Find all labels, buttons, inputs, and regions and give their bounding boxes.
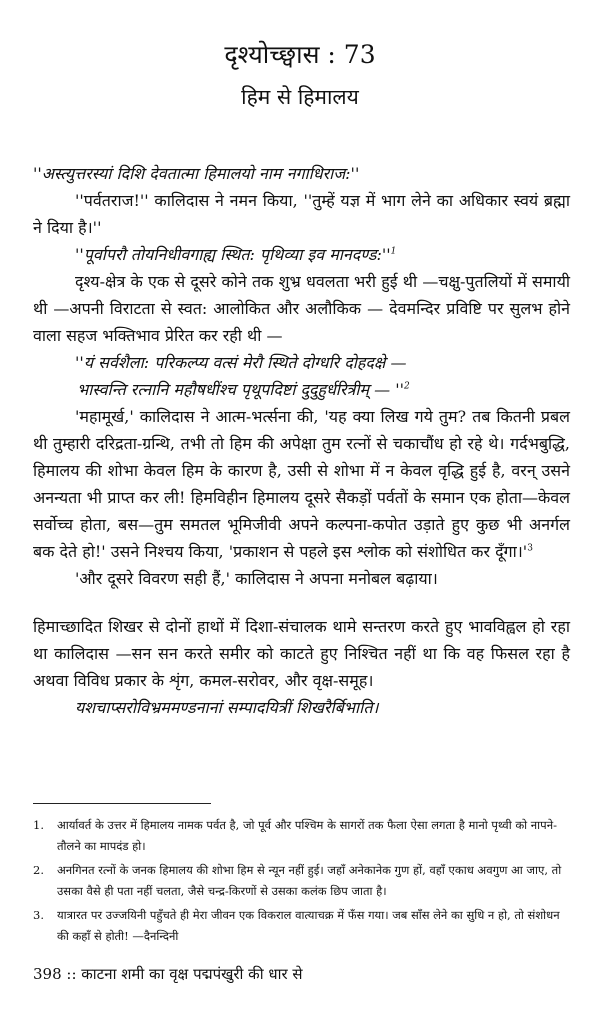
footnote-ref-3: 3 xyxy=(527,543,533,554)
chapter-title: दृश्योच्छ्वास : 73 xyxy=(224,40,376,69)
paragraph-prose-5: हिमाच्छादित शिखर से दोनों हाथों में दिशा-संचालक थामे सन्तरण करते हुए भावविह्वल हो रहा था कालिदास —सन सन करते समीर को काटते हुए निश्चित नहीं था कि वह फिसल रहा है अथवा विविध प्रकार के शृंग, कमल-सरोवर, और वृक्ष-समूह। xyxy=(33,617,570,690)
paragraph-prose-1: ''पर्वतराज!'' कालिदास ने नमन किया, ''तुम्हें यज्ञ में भाग लेने का अधिकार स्वयं ब्रह्मा ने दिया है।'' xyxy=(33,191,570,237)
footnote-text: अनगिनत रत्नों के जनक हिमालय की शोभा हिम से न्यून नहीं हुई। जहाँ अनेकानेक गुण हों, वहाँ एकाध अवगुण आ जाए, तो उसका वैसे ही पता नहीं चलता, जैसे चन्द्र-किरणों से उसका कलंक छिप जाता है। xyxy=(57,863,562,898)
footnote-number: 1. xyxy=(33,818,44,832)
paragraph-sanskrit-verse-2 xyxy=(33,241,570,268)
verse-text: ''पूर्वापरौ तोयनिधीवगाह्य स्थित: पृथिव्या इव मानदण्ड:'' xyxy=(75,245,391,264)
paragraph-prose-4: 'और दूसरे विवरण सही हैं,' कालिदास ने अपना मनोबल बढ़ाया। xyxy=(75,569,438,588)
footnote-1 xyxy=(33,815,570,857)
page-footer: 398 :: काटना शमी का वृक्ष पद्मपंखुरी की धार से xyxy=(33,965,303,983)
footnote-text: आर्यावर्त के उत्तर में हिमालय नामक पर्वत है, जो पूर्व और पश्चिम के सागरों तक फैला ऐसा लगता है मानो पृथ्वी को नापने-तौलने का मापदंड हो। xyxy=(57,818,557,853)
footnotes xyxy=(33,815,570,950)
paragraph-sanskrit-verse-4: यशचाप्सरोविभ्रममण्डनानां सम्पादयित्रीं शिखरैर्बिभाति। xyxy=(75,698,379,717)
paragraph-prose-2: दृश्य-क्षेत्र के एक से दूसरे कोने तक शुभ्र धवलता भरी हुई थी —चक्षु-पुतलियों में समायी थी —अपनी विराटता से स्वत: आलोकित और अलौकिक — देवमन्दिर प्रविष्टि पर सुलभ होने वाला सहज भक्तिभाव प्रेरित कर रही थी — xyxy=(33,272,570,345)
footnote-3 xyxy=(33,905,570,947)
footnote-number: 3. xyxy=(33,908,44,922)
prose-text: 'महामूर्ख,' कालिदास ने आत्म-भर्त्सना की, 'यह क्या लिख गये तुम? तब कितनी प्रबल थी तुम्हारी दरिद्रता-ग्रन्थि, तभी तो हिम की अपेक्षा तुम रत्नों से चकाचौंध हो रहे थे। गर्दभबुद्धि, हिमालय की शोभा केवल हिम के कारण है, उसी से शोभा में न केवल वृद्धि हुई है, वरन् उसने अनन्यता भी प्राप्त कर ली! हिमविहीन हिमालय दूसरे सैकड़ों पर्वतों के समान एक होता—केवल सर्वोच्च होता, बस—तुम समतल भूमिजीवी अपने कल्पना-कपोत उड़ाते हुए कुछ भी अनर्गल बक देते हो!' उसने निश्चय किया, 'प्रकाशन से पहले इस श्लोक को संशोधित कर दूँगा।' xyxy=(33,407,570,561)
paragraph-sanskrit-verse-3-line-1: ''यं सर्वशैला: परिकल्प्य वत्सं मेरौ स्थिते दोग्धरि दोहदक्षे — xyxy=(75,353,407,372)
chapter-subtitle: हिम से हिमालय xyxy=(241,85,359,109)
paragraph-prose-3 xyxy=(33,403,570,565)
footnote-ref-1: 1 xyxy=(390,246,397,257)
footnote-2 xyxy=(33,860,570,902)
body-text xyxy=(33,160,570,721)
paragraph-sanskrit-verse-1: ''अस्त्युत्तरस्यां दिशि देवतात्मा हिमालयो नाम नगाधिराज:'' xyxy=(33,164,360,183)
paragraph-sanskrit-verse-3-line-2 xyxy=(33,376,570,403)
footnote-text: यात्रारत पर उज्जयिनी पहुँचते ही मेरा जीवन एक विकराल वात्याचक्र में फँस गया। जब साँस लेने का सुधि न हो, तो संशोधन की कहाँ से होती! —दैनन्दिनी xyxy=(57,908,560,943)
footnote-ref-2: 2 xyxy=(404,381,410,392)
footnote-number: 2. xyxy=(33,863,44,877)
verse-text: भास्वन्ति रत्नानि महौषधींश्च पृथूपदिष्टां दुदुहुर्धरित्रीम् — '' xyxy=(77,380,405,399)
footnote-divider xyxy=(33,803,211,804)
